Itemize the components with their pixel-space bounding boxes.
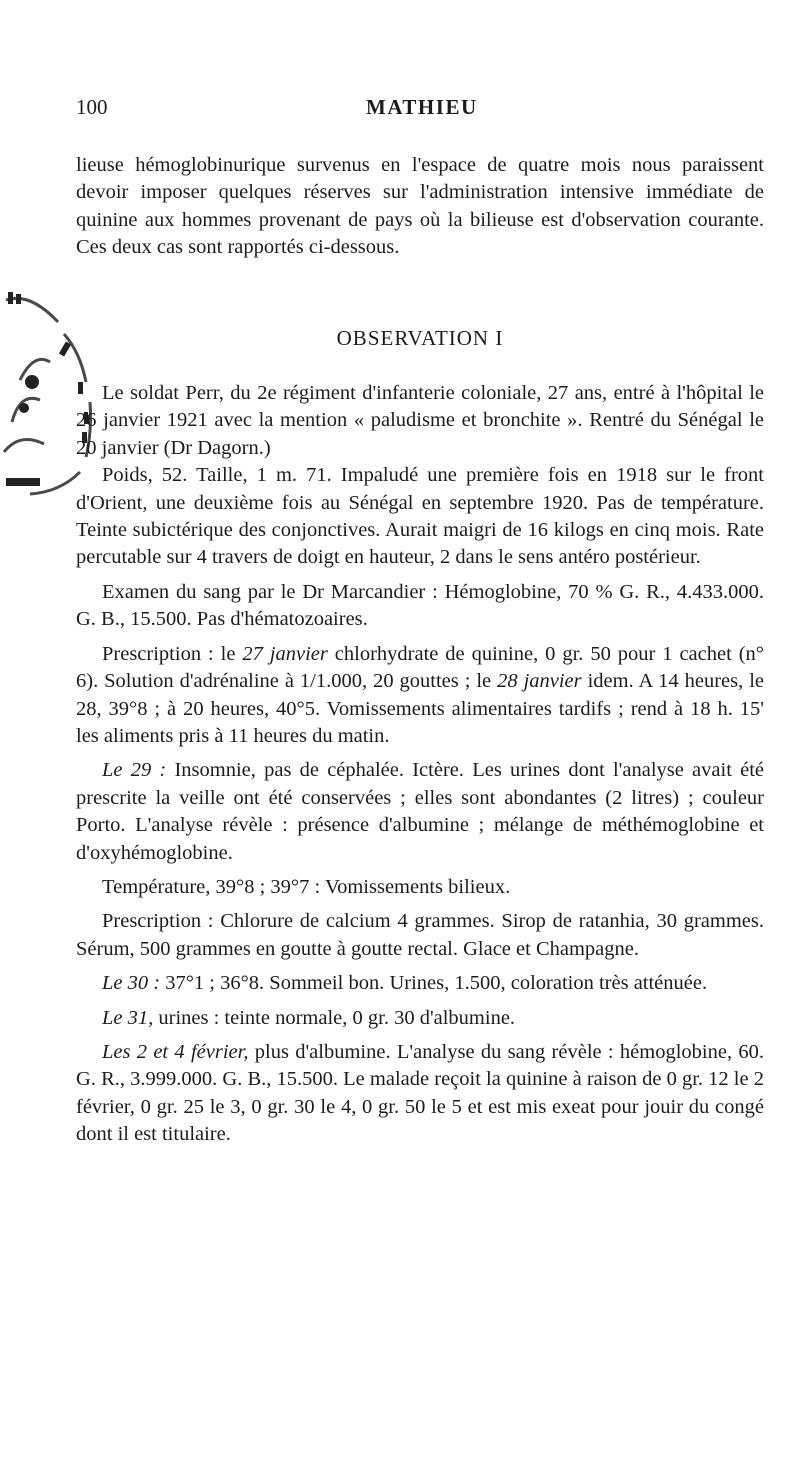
paragraph-blood-exam: Examen du sang par le Dr Marcandier : Hémoglobine, 70 % G. R., 4.433.000. G. B., 15.500. Pas d'hématozoaires.	[76, 580, 764, 631]
paragraph-admission: Le soldat Perr, du 2e régiment d'infanterie coloniale, 27 ans, entré à l'hôpital le 26 janvier 1921 avec la mention « paludisme et bronchite ». Rentré du Sénégal le 20 janvier (Dr Dagorn.)	[76, 382, 764, 459]
page-number: 100	[76, 95, 108, 119]
paragraph-day-30	[76, 970, 764, 997]
paragraph-day-29	[76, 757, 764, 867]
text-span: Insomnie, pas de céphalée. Ictère. Les urines dont l'analyse avait été prescrite la veille ont été conservées ; elles sont abondantes (2 litres) ; couleur Porto. L'analyse révèle : présence d'albumine ; mélange de méthémoglobine et d'oxyhémoglobine.	[76, 759, 764, 864]
paragraph-prescription-1	[76, 641, 764, 751]
body-text	[76, 152, 764, 1149]
text-span: 37°1 ; 36°8. Sommeil bon. Urines, 1.500, coloration très atténuée.	[160, 972, 708, 995]
paragraph-day-31	[76, 1005, 764, 1032]
intro-paragraph: lieuse hémoglobinurique survenus en l'espace de quatre mois nous paraissent devoir imposer quelques réserves sur l'administration intensive immédiate de quinine aux hommes provenant de pays où la bilieuse est d'observation courante. Ces deux cas sont rapportés ci-dessous.	[76, 154, 764, 259]
text-span: urines : teinte normale, 0 gr. 30 d'albumine.	[153, 1006, 516, 1029]
text-span: Prescription : le	[102, 642, 243, 665]
text-span: chlorhydrate de quinine, 0 gr. 50 pour 1 cachet (n° 6). Solution d'adrénaline à 1/1.000, 20 gouttes ; le	[76, 642, 764, 693]
date-italic: 27 janvier	[242, 642, 328, 665]
paragraph-prescription-2: Prescription : Chlorure de calcium 4 grammes. Sirop de ratanhia, 30 grammes. Sérum, 500 grammes en goutte à goutte rectal. Glace et Champagne.	[76, 910, 764, 960]
text-span: idem. A 14 heures, le 28, 39°8 ; à 20 heures, 40°5. Vomissements alimentaires tardifs ; rend à 18 h. 15' les aliments pris à 11 heures du matin.	[76, 670, 764, 747]
text-span: plus d'albumine. L'analyse du sang révèle : hémoglobine, 60. G. R., 3.999.000. G. B., 15.500. Le malade reçoit la quinine à raison de 0 gr. 12 le 2 février, 0 gr. 25 le 3, 0 gr. 30 le 4, 0 gr. 50 le 5 et est mis exeat pour jouir du congé dont il est titulaire.	[76, 1040, 764, 1146]
page-header	[76, 95, 766, 125]
date-italic: Les 2 et 4 février,	[102, 1040, 249, 1063]
paragraph-temperature: Température, 39°8 ; 39°7 : Vomissements bilieux.	[102, 875, 511, 898]
paragraph-history: Poids, 52. Taille, 1 m. 71. Impaludé une première fois en 1918 sur le front d'Orient, une deuxième fois au Sénégal en septembre 1920. Pas de température. Teinte subictérique des conjonctives. Aurait maigri de 16 kilogs en cinq mois. Rate percutable sur 4 travers de doigt en hauteur, 2 dans le sens antéro postérieur.	[76, 464, 764, 569]
date-italic: 28 janvier	[497, 670, 582, 693]
date-italic: Le 31,	[102, 1006, 154, 1029]
paragraph-february	[76, 1039, 764, 1149]
date-italic: Le 30 :	[102, 972, 161, 995]
running-head: MATHIEU	[366, 95, 478, 119]
observation-title: OBSERVATION I	[336, 325, 504, 350]
date-italic: Le 29 :	[102, 759, 167, 782]
